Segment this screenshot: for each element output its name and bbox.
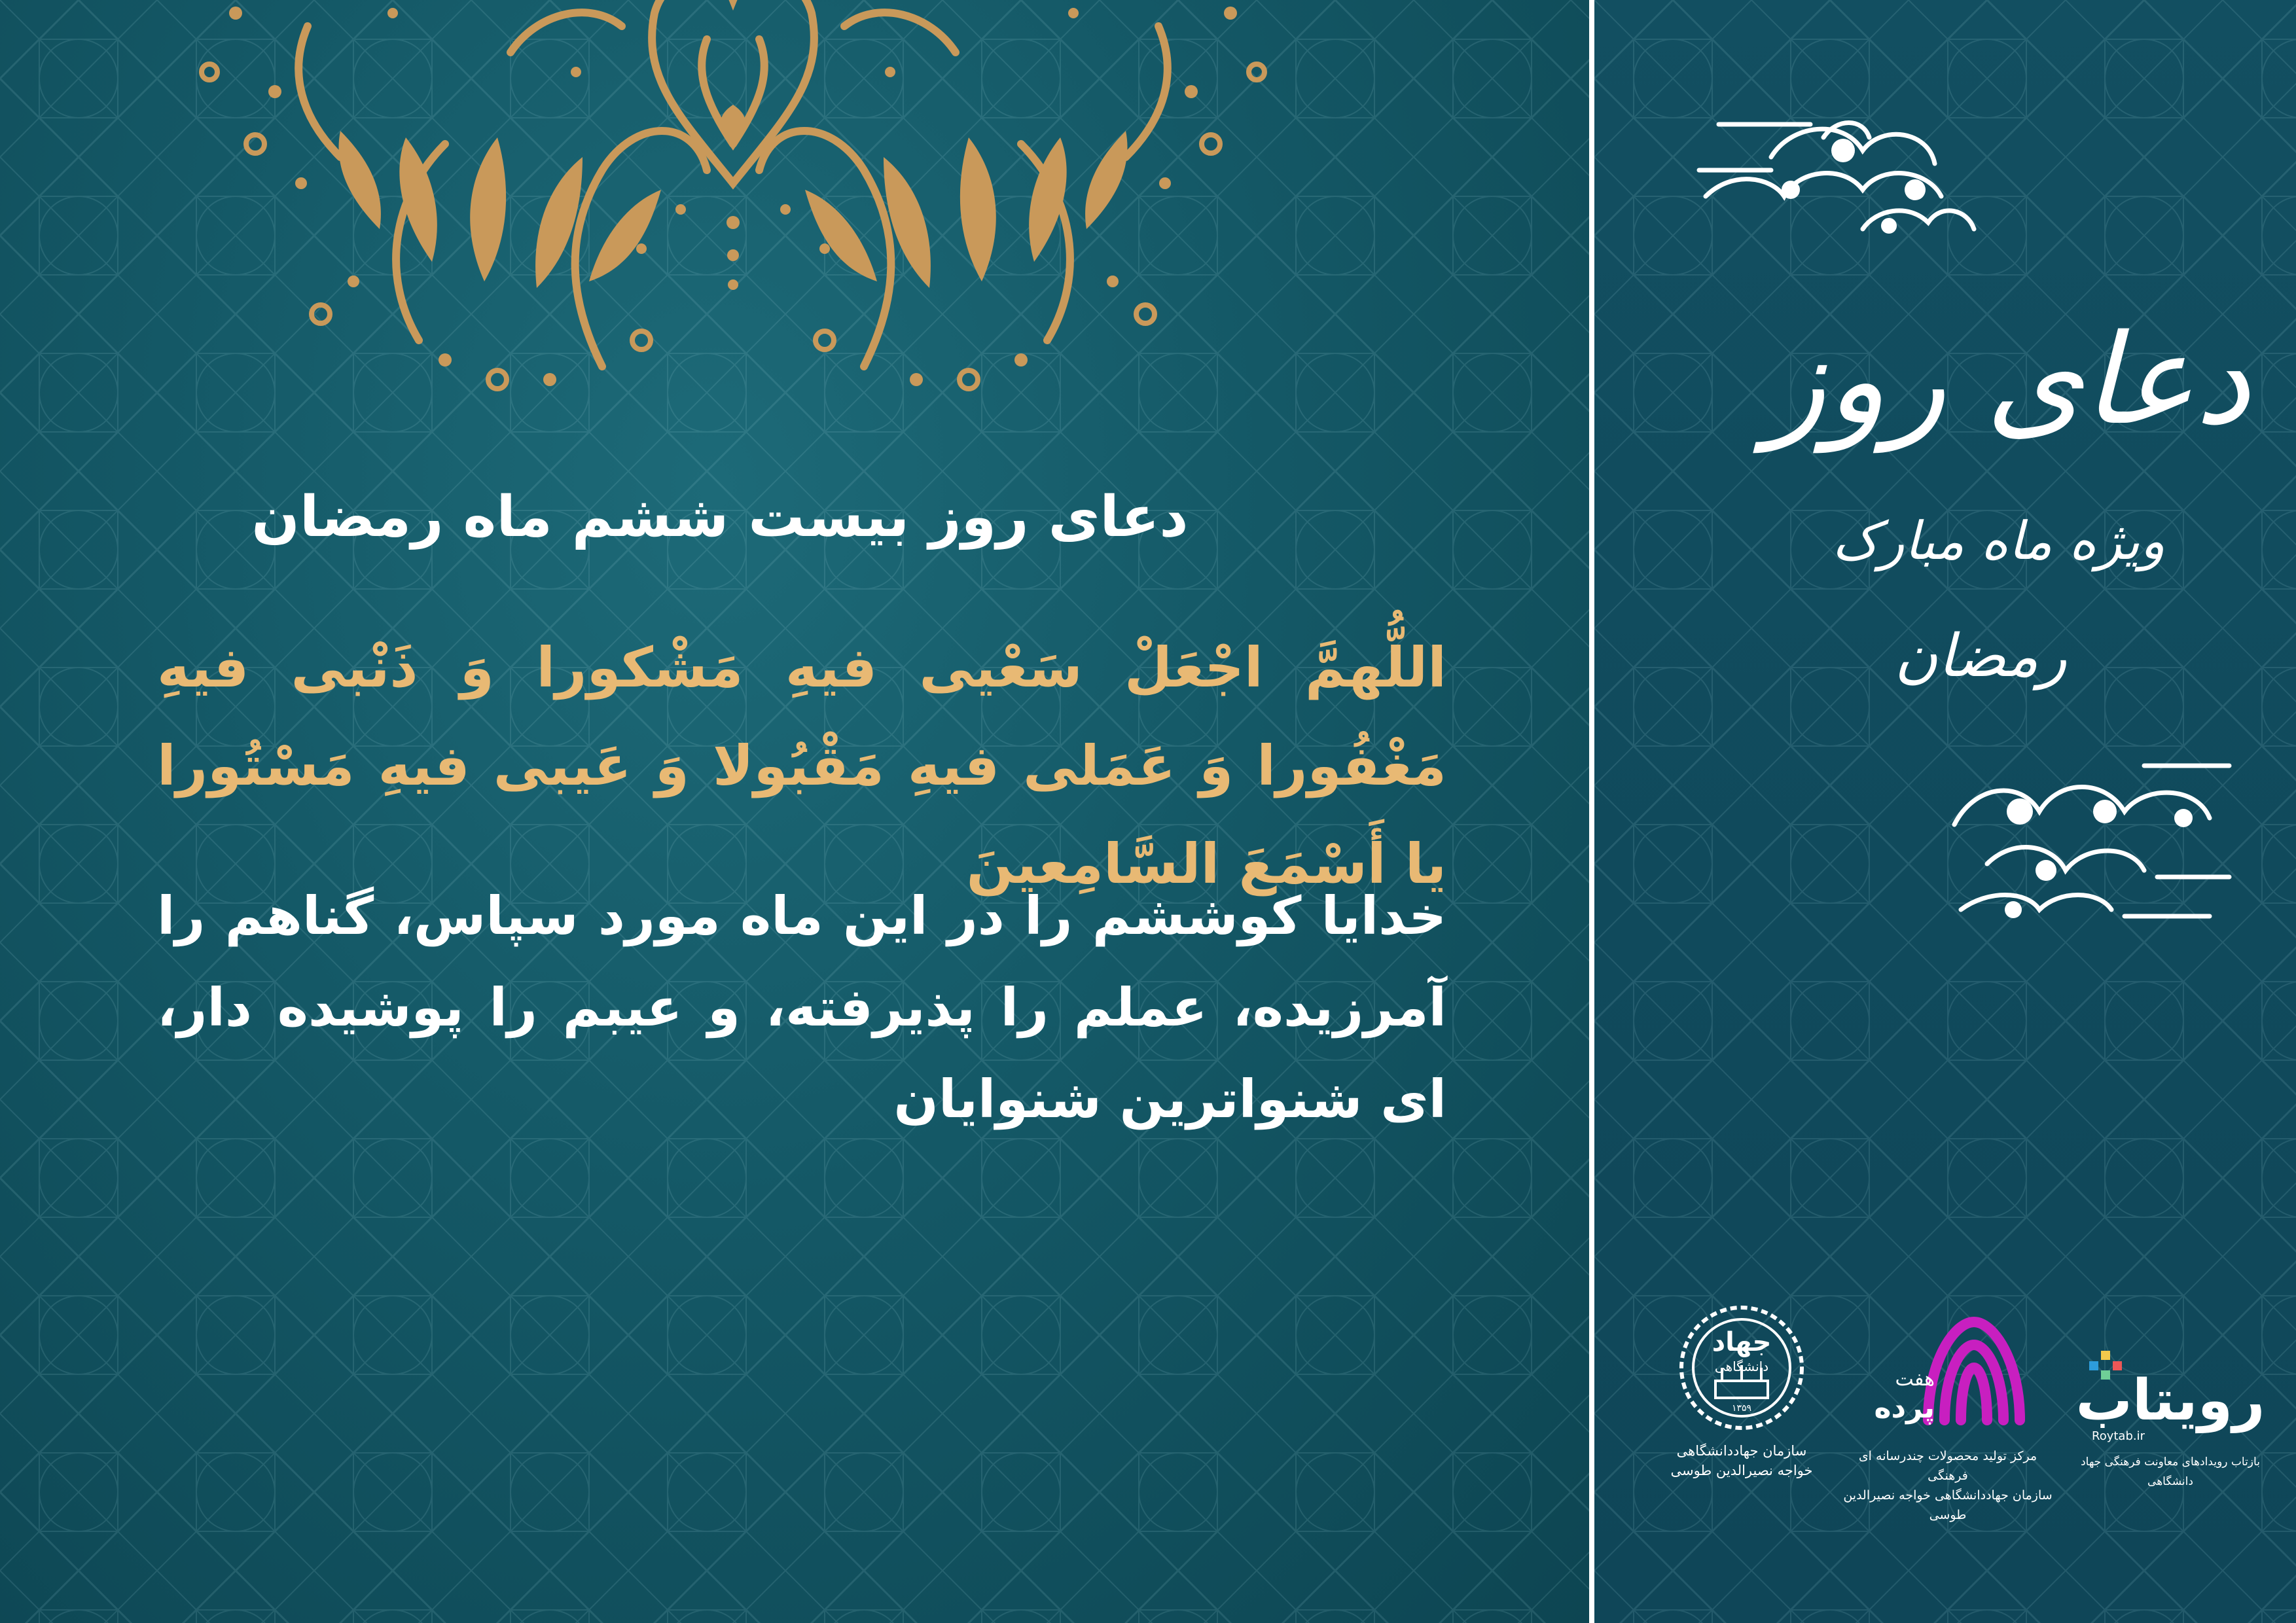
haft-pardeh-logo [1837,1302,2059,1525]
roytab-url: Roytab.ir [2092,1429,2145,1443]
roytab-caption: بازتاب رویدادهای معاونت فرهنگی جهاد دانشگاهی [2081,1455,2260,1488]
haft-pardeh-caption-line2: سازمان جهاددانشگاهی خواجه نصیرالدین طوسی [1843,1488,2053,1522]
header-subtitle-line1: ویژه ماه مبارک [1832,510,2165,571]
header-panel [1594,0,2296,1623]
haft-pardeh-caption-line1: مرکز تولید محصولات چندرسانه ای فرهنگی [1858,1449,2037,1483]
roytab-logo [2066,1342,2275,1488]
jahad-emblem-name: جهاد [1712,1327,1772,1357]
cloud-ornament-bottom [1948,746,2236,936]
jahad-caption-line2: خواجه نصیرالدین طوسی [1670,1463,1813,1478]
day-title: دعای روز بیست ششم ماه رمضان [251,484,1189,550]
panel-divider [1589,0,1594,1623]
cloud-ornament-top [1693,98,1981,249]
jahad-daneshgahi-logo [1647,1302,1837,1480]
arabic-prayer-text: اللُّهمَّ اجْعَلْ سَعْيى فيهِ مَشْكورا وَ ذَنْبى فيهِ مَغْفُورا وَ عَمَلى فيهِ مَقْبُولا وَ عَيبى فيهِ مَسْتُورا يا أَسْمَعَ السَّامِعينَ [157,635,1446,896]
header-subtitle-line2: رمضان [1894,622,2067,690]
haft-pardeh-name-top: هفت [1895,1368,1935,1391]
haft-pardeh-name-bottom: پرده [1874,1391,1935,1425]
persian-translation-text: خدايا كوششم را در اين ماه مورد سپاس، گناهم را آمرزيده، عملم را پذيرفته، و عيبم را پوشيده دار، اى شنواترين شنوايان [157,885,1446,1130]
gold-mandala-ornament [144,0,1322,419]
roytab-name: رویتاب [2075,1368,2265,1433]
jahad-caption-line1: سازمان جهاددانشگاهی [1676,1443,1807,1459]
header-title: دعای روز [1765,308,2250,452]
jahad-emblem-subname: دانشگاهی [1714,1359,1769,1374]
jahad-emblem-year: ۱۳۵۹ [1731,1403,1752,1414]
